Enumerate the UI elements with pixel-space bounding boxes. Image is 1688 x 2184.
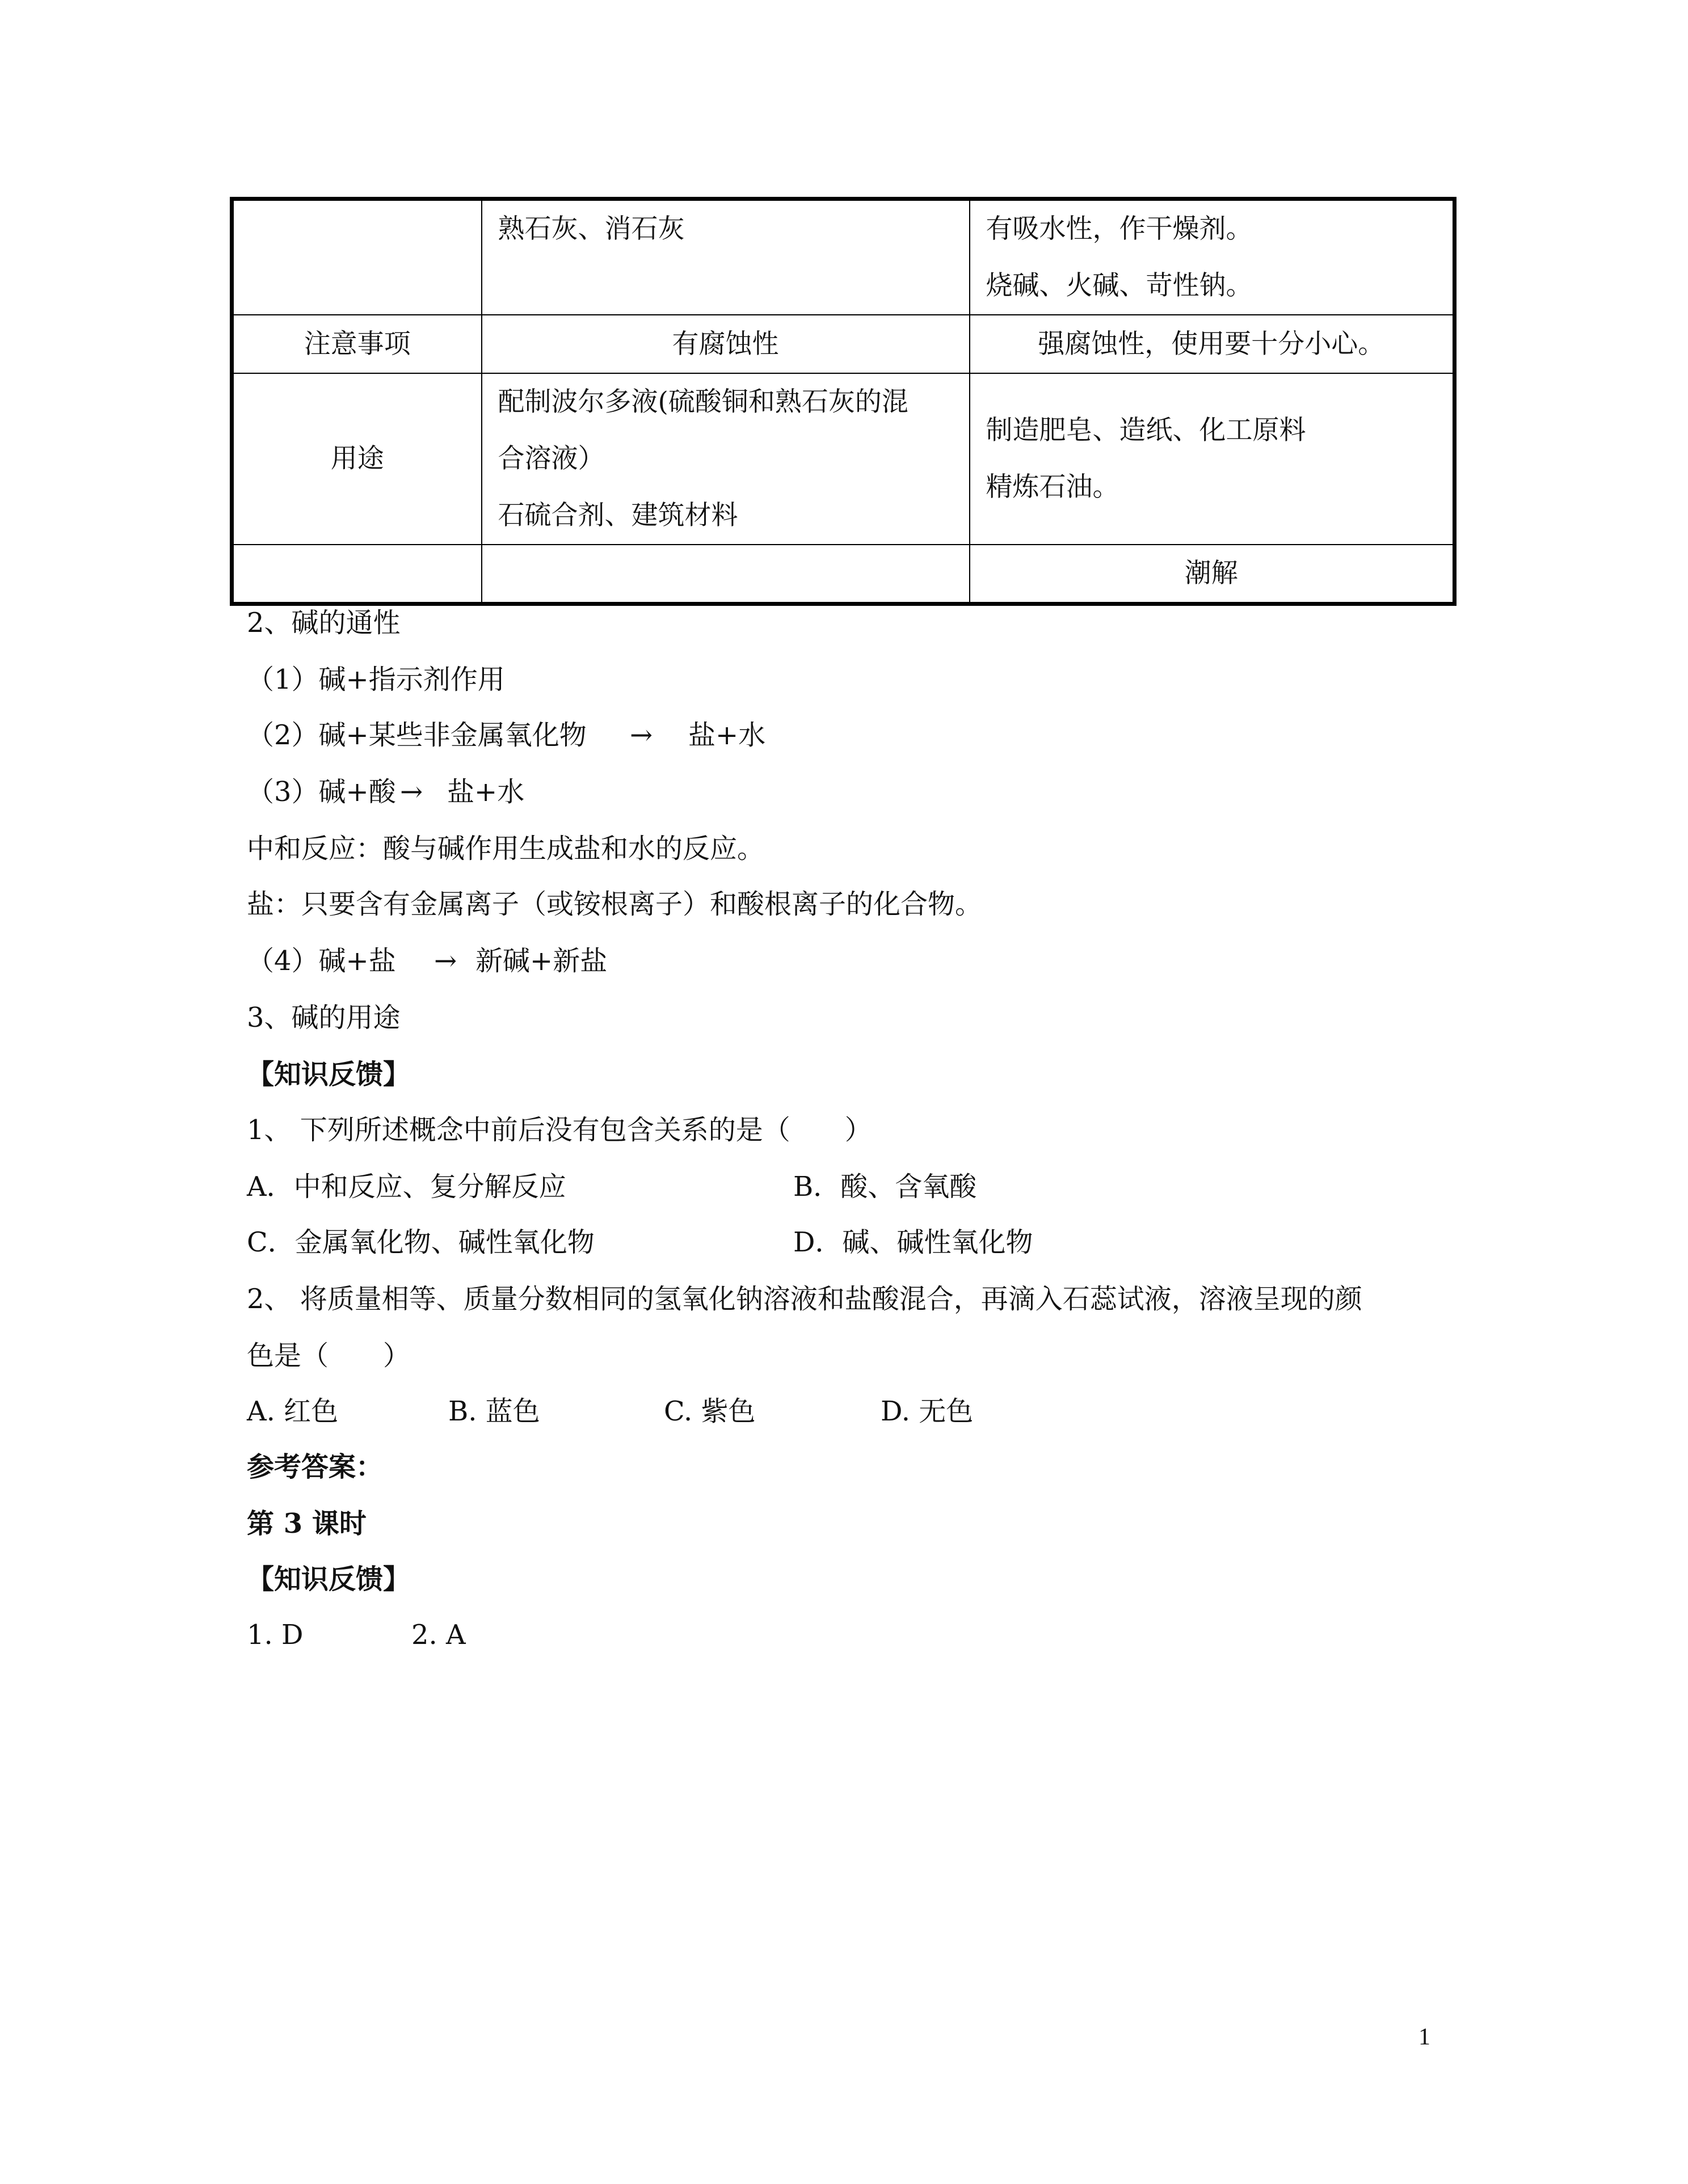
question: 1、 下列所述概念中前后没有包含关系的是（ ） bbox=[247, 1114, 872, 1146]
cell-line: 石硫合剂、建筑材料 bbox=[498, 500, 738, 531]
cell-line: 制造肥皂、造纸、化工原料 bbox=[986, 415, 1306, 446]
table-cell bbox=[482, 199, 970, 315]
arrow-icon: → bbox=[630, 719, 653, 751]
cell-line: 合溶液） bbox=[498, 443, 605, 474]
table-row bbox=[232, 545, 1455, 604]
table-cell bbox=[970, 373, 1455, 545]
table-cell: 强腐蚀性，使用要十分小心。 bbox=[970, 315, 1455, 373]
arrow-icon: → bbox=[400, 776, 423, 808]
question: 2、 将质量相等、质量分数相同的氢氧化钠溶液和盐酸混合，再滴入石蕊试液，溶液呈现的颜 bbox=[247, 1283, 1362, 1315]
table-cell bbox=[970, 199, 1455, 315]
answer: 1. D bbox=[247, 1619, 304, 1651]
cell-line: 配制波尔多液(硫酸铜和熟石灰的混 bbox=[498, 386, 908, 418]
cell-line: 有吸水性，作干燥剂。 bbox=[986, 213, 1253, 244]
reaction-product: 新碱+新盐 bbox=[475, 945, 608, 977]
option: D. 无色 bbox=[881, 1395, 974, 1427]
section-title: 3、碱的用途 bbox=[247, 1002, 401, 1034]
feedback-heading: 【知识反馈】 bbox=[247, 1563, 411, 1595]
option: D．碱、碱性氧化物 bbox=[793, 1226, 1033, 1258]
table-cell: 用途 bbox=[232, 373, 482, 545]
cell-line: 熟石灰、消石灰 bbox=[498, 213, 685, 244]
option: C．金属氧化物、碱性氧化物 bbox=[247, 1226, 595, 1258]
option: C. 紫色 bbox=[664, 1395, 756, 1427]
table-cell bbox=[232, 545, 482, 604]
question: 色是（ ） bbox=[247, 1340, 411, 1372]
cell-line: 烧碱、火碱、苛性钠。 bbox=[986, 270, 1253, 301]
reaction-product: 盐+水 bbox=[447, 776, 525, 808]
property-item: （2）碱+某些非金属氧化物 bbox=[247, 719, 587, 751]
lesson-title: 第 3 课时 bbox=[247, 1508, 367, 1540]
table-cell bbox=[232, 199, 482, 315]
table-cell: 有腐蚀性 bbox=[482, 315, 970, 373]
reaction-product: 盐+水 bbox=[688, 719, 766, 751]
table-row bbox=[232, 315, 1455, 373]
table-cell: 潮解 bbox=[970, 545, 1455, 604]
option: A. 红色 bbox=[247, 1395, 339, 1427]
arrow-icon: → bbox=[434, 945, 457, 977]
cell-line: 精炼石油。 bbox=[986, 471, 1119, 503]
property-item: （4）碱+盐 bbox=[247, 945, 396, 977]
properties-table bbox=[230, 197, 1457, 606]
property-item: （1）碱+指示剂作用 bbox=[247, 664, 505, 695]
answer-heading: 参考答案： bbox=[247, 1451, 384, 1483]
property-item: （3）碱+酸 bbox=[247, 776, 396, 808]
table-row bbox=[232, 199, 1455, 315]
definition: 中和反应：酸与碱作用生成盐和水的反应。 bbox=[247, 833, 765, 865]
table-row bbox=[232, 373, 1455, 545]
section-title: 2、碱的通性 bbox=[247, 607, 401, 639]
feedback-heading: 【知识反馈】 bbox=[247, 1059, 411, 1090]
page-number: 1 bbox=[1418, 2024, 1430, 2050]
table-cell: 注意事项 bbox=[232, 315, 482, 373]
table-cell bbox=[482, 545, 970, 604]
option: B. 蓝色 bbox=[448, 1395, 540, 1427]
option: B．酸、含氧酸 bbox=[793, 1171, 977, 1203]
definition: 盐：只要含有金属离子（或铵根离子）和酸根离子的化合物。 bbox=[247, 888, 983, 920]
answer: 2. A bbox=[411, 1619, 466, 1651]
table-cell bbox=[482, 373, 970, 545]
option: A．中和反应、复分解反应 bbox=[247, 1171, 566, 1203]
